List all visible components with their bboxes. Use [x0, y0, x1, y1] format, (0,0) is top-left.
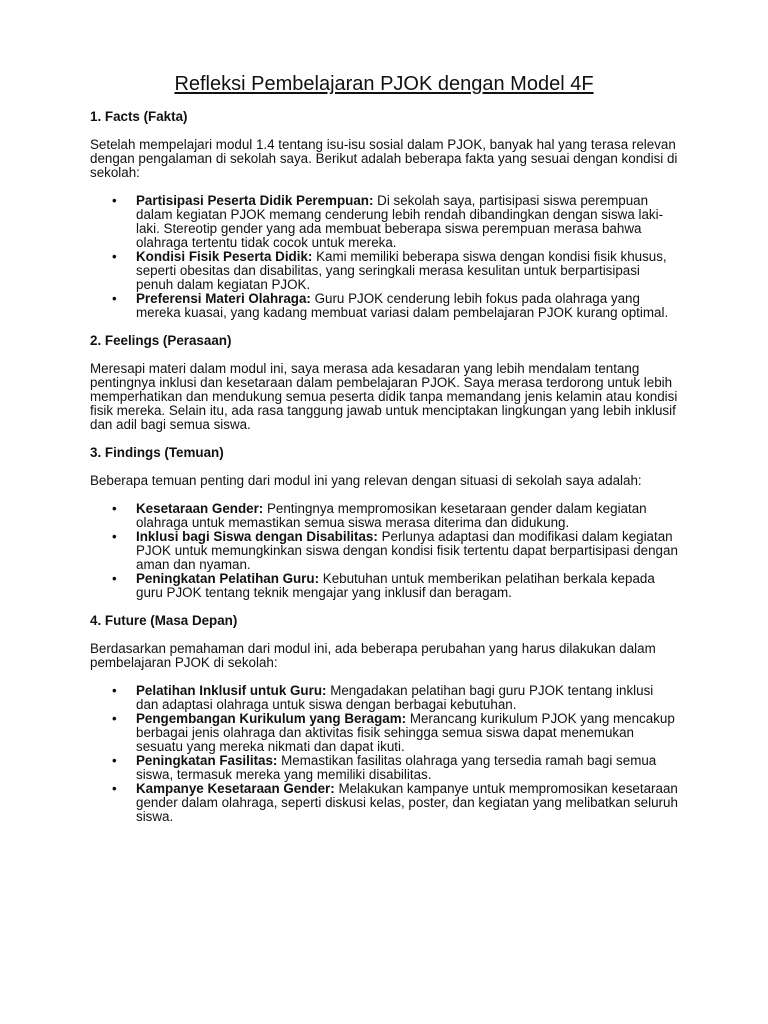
- bullet-term: Partisipasi Peserta Didik Perempuan:: [136, 193, 374, 208]
- bullet-text: Kebutuhan untuk memberikan pelatihan berkala kepada guru PJOK tentang teknik mengajar yang inklusif dan beragam.: [136, 571, 655, 600]
- section-heading: 4. Future (Masa Depan): [90, 613, 238, 628]
- bullet-term: Peningkatan Pelatihan Guru:: [136, 571, 320, 586]
- bullet-icon: •: [112, 753, 117, 768]
- section-heading: 3. Findings (Temuan): [90, 445, 224, 460]
- list-item: [90, 712, 678, 754]
- bullet-text: Pentingnya mempromosikan kesetaraan gender dalam kegiatan olahraga untuk memastikan semua siswa merasa diterima dan didukung.: [136, 501, 647, 530]
- bullet-list: [90, 684, 678, 824]
- bullet-icon: •: [112, 291, 117, 306]
- list-item: [90, 292, 678, 320]
- bullet-icon: •: [112, 529, 117, 544]
- bullet-list: [90, 194, 678, 320]
- section-heading: 2. Feelings (Perasaan): [90, 333, 232, 348]
- bullet-term: Kondisi Fisik Peserta Didik:: [136, 249, 313, 264]
- bullet-icon: •: [112, 781, 117, 796]
- section-intro: Berdasarkan pemahaman dari modul ini, ada beberapa perubahan yang harus dilakukan dalam pembelajaran PJOK di sekolah:: [90, 641, 656, 670]
- list-item: [90, 754, 678, 782]
- bullet-term: Kesetaraan Gender:: [136, 501, 264, 516]
- section-intro: Beberapa temuan penting dari modul ini yang relevan dengan situasi di sekolah saya adalah:: [90, 473, 642, 488]
- bullet-text: Memastikan fasilitas olahraga yang tersedia ramah bagi semua siswa, termasuk mereka yang memiliki disabilitas.: [136, 753, 657, 782]
- list-item: [90, 502, 678, 530]
- list-item: [90, 684, 678, 712]
- bullet-icon: •: [112, 193, 117, 208]
- bullet-icon: •: [112, 711, 117, 726]
- bullet-list: [90, 502, 678, 600]
- section-feelings: [90, 334, 678, 432]
- bullet-term: Preferensi Materi Olahraga:: [136, 291, 311, 306]
- bullet-text: Perlunya adaptasi dan modifikasi dalam kegiatan PJOK untuk memungkinkan siswa dengan kondisi fisik tertentu dapat berpartisipasi dengan aman dan nyaman.: [136, 529, 678, 572]
- bullet-icon: •: [112, 571, 117, 586]
- bullet-term: Peningkatan Fasilitas:: [136, 753, 278, 768]
- bullet-text: Di sekolah saya, partisipasi siswa perempuan dalam kegiatan PJOK memang cenderung lebih rendah dibandingkan dengan siswa laki-laki. Stereotip gender yang ada membuat beberapa siswa perempuan merasa bahwa olahraga tertentu tidak cocok untuk mereka.: [136, 193, 664, 250]
- section-intro: Meresapi materi dalam modul ini, saya merasa ada kesadaran yang lebih mendalam tentang pentingnya inklusi dan kesetaraan dalam pembelajaran PJOK. Saya merasa terdorong untuk lebih memperhatikan dan mendukung semua peserta didik tanpa memandang jenis kelamin atau kondisi fisik mereka. Selain itu, ada rasa tanggung jawab untuk menciptakan lingkungan yang lebih inklusif dan adil bagi semua siswa.: [90, 361, 678, 432]
- bullet-text: Melakukan kampanye untuk mempromosikan kesetaraan gender dalam olahraga, seperti diskusi kelas, poster, dan kegiatan yang melibatkan seluruh siswa.: [136, 781, 678, 824]
- bullet-text: Mengadakan pelatihan bagi guru PJOK tentang inklusi dan adaptasi olahraga untuk siswa dengan berbagai kebutuhan.: [136, 683, 654, 712]
- list-item: [90, 194, 678, 250]
- bullet-term: Inklusi bagi Siswa dengan Disabilitas:: [136, 529, 378, 544]
- list-item: [90, 530, 678, 572]
- bullet-icon: •: [112, 683, 117, 698]
- list-item: [90, 782, 678, 824]
- list-item: [90, 572, 678, 600]
- bullet-text: Merancang kurikulum PJOK yang mencakup berbagai jenis olahraga dan aktivitas fisik sehingga semua siswa dapat menemukan sesuatu yang mereka nikmati dan dapat ikuti.: [136, 711, 675, 754]
- section-heading: 1. Facts (Fakta): [90, 109, 188, 124]
- bullet-icon: •: [112, 501, 117, 516]
- list-item: [90, 250, 678, 292]
- section-future: [90, 614, 678, 824]
- bullet-text: Kami memiliki beberapa siswa dengan kondisi fisik khusus, seperti obesitas dan disabilitas, yang seringkali merasa kesulitan untuk berpartisipasi penuh dalam kegiatan PJOK.: [136, 249, 667, 292]
- document-title: Refleksi Pembelajaran PJOK dengan Model 4F: [174, 73, 594, 95]
- bullet-term: Pengembangan Kurikulum yang Beragam:: [136, 711, 407, 726]
- section-findings: [90, 446, 678, 600]
- section-facts: [90, 110, 678, 320]
- bullet-icon: •: [112, 249, 117, 264]
- bullet-term: Pelatihan Inklusif untuk Guru:: [136, 683, 327, 698]
- bullet-text: Guru PJOK cenderung lebih fokus pada olahraga yang mereka kuasai, yang kadang membuat variasi dalam pembelajaran PJOK kurang optimal.: [136, 291, 669, 320]
- section-intro: Setelah mempelajari modul 1.4 tentang isu-isu sosial dalam PJOK, banyak hal yang terasa relevan dengan pengalaman di sekolah saya. Berikut adalah beberapa fakta yang sesuai dengan kondisi di sekolah:: [90, 137, 678, 180]
- bullet-term: Kampanye Kesetaraan Gender:: [136, 781, 335, 796]
